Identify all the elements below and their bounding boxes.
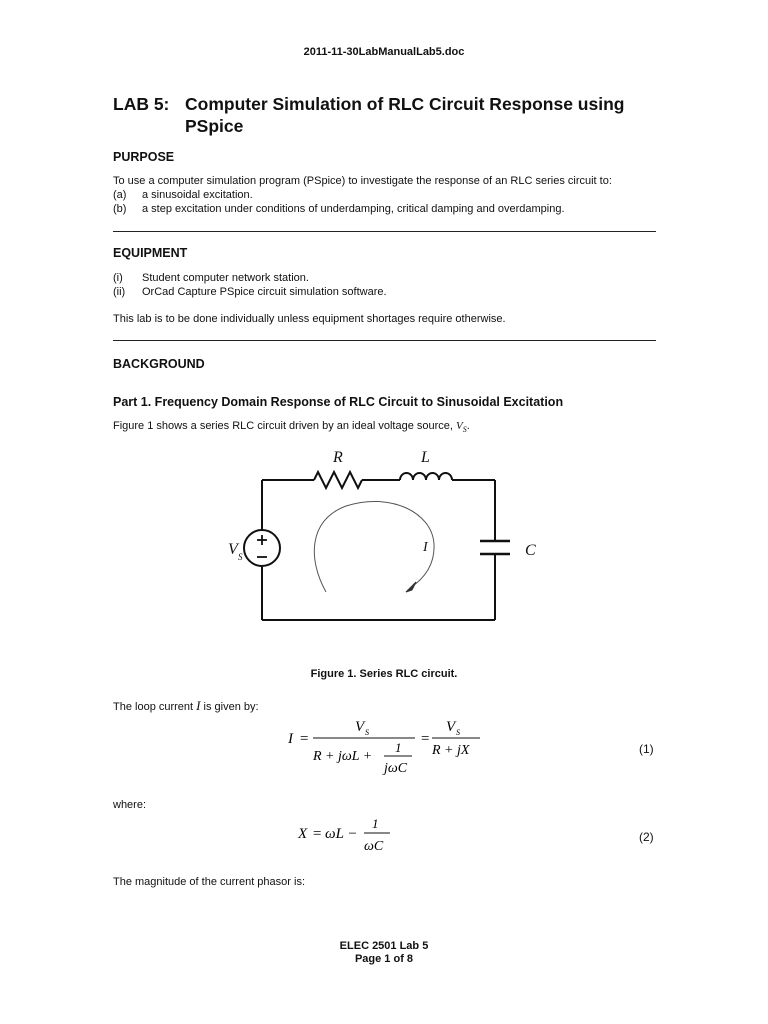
list-item-mark: (b) — [113, 203, 127, 215]
list-item-mark: (a) — [113, 189, 127, 201]
loop-var: I — [196, 698, 201, 713]
list-item-text: a sinusoidal excitation. — [142, 189, 253, 201]
equation-1-number: (1) — [639, 742, 654, 756]
footer-page-number: Page 1 of 8 — [354, 953, 414, 965]
title-label: LAB 5: — [113, 94, 170, 114]
eq1-den1: R + jωL + — [313, 749, 373, 764]
section-divider — [113, 231, 656, 232]
eq1-num1: V — [355, 719, 365, 735]
list-item — [113, 271, 387, 285]
loop-current-text — [113, 699, 259, 714]
where-text: where: — [113, 799, 147, 811]
equipment-heading: EQUIPMENT — [113, 246, 188, 260]
list-item — [113, 202, 565, 216]
label-I: I — [423, 540, 428, 555]
eq1-den2: R + jX — [432, 743, 470, 758]
list-item-mark: (ii) — [113, 286, 126, 298]
page-title — [113, 93, 624, 137]
list-item — [113, 188, 565, 202]
page-footer — [0, 940, 768, 966]
equation-2-number: (2) — [639, 830, 654, 844]
footer-course: ELEC 2501 Lab 5 — [339, 940, 429, 952]
purpose-list — [113, 188, 565, 216]
figure-intro-end: . — [466, 420, 470, 432]
figure-intro-text: Figure 1 shows a series RLC circuit driven by an ideal voltage source, — [113, 420, 456, 432]
equipment-note: This lab is to be done individually unless equipment shortages require otherwise. — [113, 313, 506, 325]
figure-intro-var: V — [456, 420, 463, 432]
list-item-text: a step excitation under conditions of underdamping, critical damping and overdamping. — [142, 203, 565, 215]
eq1-inner-num: 1 — [395, 740, 402, 755]
eq1-num1-sub: S — [365, 728, 369, 737]
rlc-circuit-diagram — [220, 440, 550, 660]
eq2-lhs: X — [298, 826, 308, 842]
magnitude-text: The magnitude of the current phasor is: — [113, 876, 305, 888]
purpose-intro: To use a computer simulation program (PSpice) to investigate the response of an RLC series circuit to: — [113, 175, 612, 187]
eq1-num2: V — [446, 719, 456, 735]
section-divider — [113, 340, 656, 341]
list-item-text: Student computer network station. — [142, 272, 309, 284]
list-item-text: OrCad Capture PSpice circuit simulation software. — [142, 286, 387, 298]
label-V: V — [228, 541, 238, 558]
eq2-frac-num: 1 — [372, 816, 379, 831]
loop-text-before: The loop current — [113, 701, 197, 713]
background-heading: BACKGROUND — [113, 357, 205, 371]
loop-text-after: is given by: — [200, 701, 259, 713]
loop-current-arrow — [314, 501, 434, 592]
part1-heading: Part 1. Frequency Domain Response of RLC Circuit to Sinusoidal Excitation — [113, 395, 564, 409]
label-L: L — [421, 449, 430, 466]
document-filename: 2011-11-30LabManualLab5.doc — [303, 46, 465, 58]
label-R: R — [333, 449, 343, 466]
purpose-heading: PURPOSE — [113, 150, 175, 164]
resistor-symbol — [314, 472, 362, 488]
list-item-mark: (i) — [113, 272, 123, 284]
figure-intro-sub: S — [462, 425, 467, 435]
eq1-equals2: = — [420, 731, 431, 747]
figure-intro — [113, 419, 470, 437]
label-V-sub: S — [238, 552, 243, 562]
equation-1 — [280, 712, 500, 784]
label-C: C — [525, 542, 536, 559]
figure-caption: Figure 1. Series RLC circuit. — [310, 668, 458, 680]
eq1-num2-sub: S — [456, 728, 460, 737]
list-item — [113, 285, 387, 299]
eq2-term: ωL − — [325, 826, 358, 842]
equipment-list — [113, 271, 387, 299]
eq1-inner-den: jωC — [384, 761, 408, 776]
eq2-frac-den: ωC — [364, 839, 384, 854]
equation-2 — [290, 812, 410, 860]
arrowhead — [406, 582, 416, 592]
eq1-lhs: I — [288, 731, 293, 747]
eq1-equals: = — [299, 731, 310, 747]
title-line1: Computer Simulation of RLC Circuit Response using — [185, 94, 625, 114]
eq2-equals: = — [312, 826, 323, 842]
title-line2: PSpice — [185, 116, 244, 136]
inductor-symbol — [400, 473, 452, 480]
